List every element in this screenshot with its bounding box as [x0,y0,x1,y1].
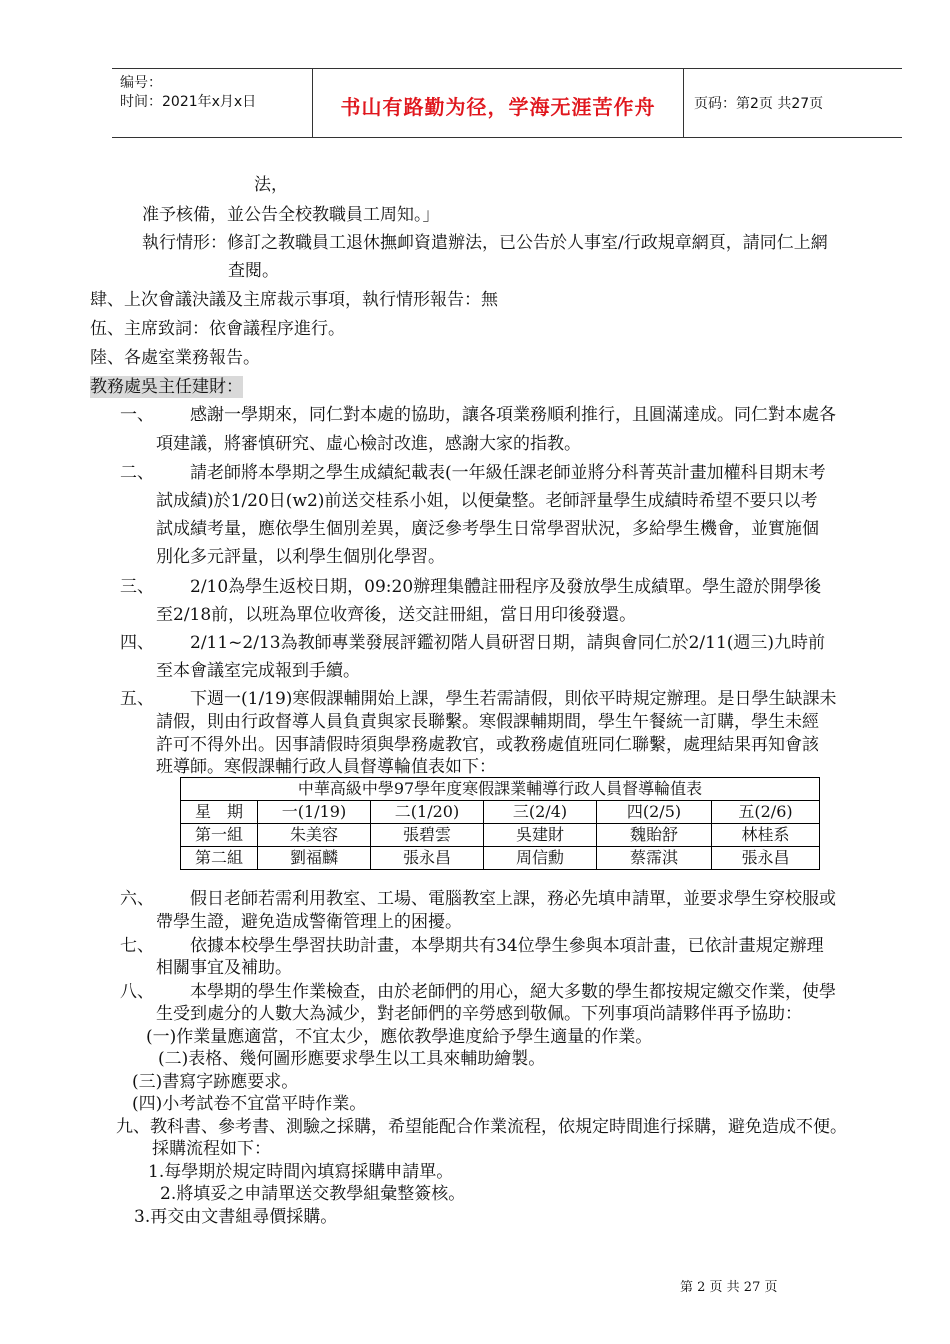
table-header-row [181,801,820,824]
body-line: 試成績)於1/20日(w2)前送交桂系小姐，以便彙整。老師評量學生成績時希望不要只以考 [156,491,818,511]
item-number: 七、 [120,936,154,956]
body-line: 請老師將本學期之學生成績紀載表(一年級任課老師並將分科菁英計畫加權科目期末考 [190,463,826,483]
table-row [181,824,820,847]
body-line: 採購流程如下： [152,1139,271,1159]
speaker-heading: 教務處吳主任建財： [90,377,243,397]
sub-item: (一)作業量應適當，不宜太少，應依教學進度給予學生適量的作業。 [146,1027,653,1047]
item-number: 一、 [120,405,154,425]
section-heading: 陸、各處室業務報告。 [90,348,260,368]
table-cell: 魏貽舒 [597,824,712,847]
table-row [181,847,820,870]
table-cell: 朱美容 [258,824,371,847]
page-footer: 第 2 页 共 27 页 [680,1280,778,1295]
table-cell: 林桂系 [712,824,820,847]
page-label: 页码：第2页 共27页 [694,96,824,112]
table-cell: 張永昌 [371,847,484,870]
body-line: 執行情形：修訂之教職員工退休撫卹資遣辦法，已公告於人事室/行政規章網頁，請同仁上網 [142,233,828,253]
sub-item: (三)書寫字跡應要求。 [132,1072,299,1092]
item-number: 五、 [120,689,154,709]
body-line: 法， [254,175,288,195]
header-motto-cell [313,69,684,137]
page-header [112,68,902,138]
column-header: 一(1/19) [258,801,371,824]
column-header: 四(2/5) [597,801,712,824]
body-line: 2/10為學生返校日期，09:20辦理集體註冊程序及發放學生成績單。學生證於開學後 [190,577,822,597]
body-line: 查閱。 [228,261,279,281]
item-number: 四、 [120,633,154,653]
header-meta-cell [112,69,313,137]
body-line: 帶學生證，避免造成警衛管理上的困擾。 [156,912,462,932]
body-line: 下週一(1/19)寒假課輔開始上課，學生若需請假，則依平時規定辦理。是日學生缺課未 [190,689,837,709]
column-header: 星 期 [181,801,258,824]
section-heading: 伍、主席致詞：依會議程序進行。 [90,319,345,339]
sub-item: (四)小考試卷不宜當平時作業。 [132,1094,367,1114]
item-number: 三、 [120,577,154,597]
table-cell: 蔡霈淇 [597,847,712,870]
table-cell: 張永昌 [712,847,820,870]
duty-roster-table [180,777,820,870]
item-number: 六、 [120,889,154,909]
table-cell: 第二組 [181,847,258,870]
body-line: 別化多元評量，以利學生個別化學習。 [156,547,445,567]
body-line: 感謝一學期來，同仁對本處的協助，讓各項業務順利推行，且圓滿達成。同仁對本處各 [190,405,836,425]
column-header: 二(1/20) [371,801,484,824]
body-line: 項建議，將審慎研究、虛心檢討改進，感謝大家的指教。 [156,434,581,454]
body-line: 九、教科書、參考書、測驗之採購，希望能配合作業流程，依規定時間進行採購，避免造成不便。 [116,1117,847,1137]
table-cell: 周信勳 [484,847,597,870]
column-header: 五(2/6) [712,801,820,824]
number-label: 编号： [120,75,162,91]
body-line: 假日老師若需利用教室、工場、電腦教室上課，務必先填申請單，並要求學生穿校服或 [190,889,836,909]
motto: 书山有路勤为径，学海无涯苦作舟 [340,95,656,119]
body-line: 至本會議室完成報到手續。 [156,661,360,681]
column-header: 三(2/4) [484,801,597,824]
sub-item: (二)表格、幾何圖形應要求學生以工具來輔助繪製。 [158,1049,546,1069]
body-line: 准予核備，並公告全校教職員工周知。」 [142,205,440,225]
body-line: 試成績考量，應依學生個別差異，廣泛參考學生日常學習狀況，多給學生機會，並實施個 [156,519,819,539]
item-number: 八、 [120,982,154,1002]
time-label: 时间：2021年x月x日 [120,94,257,110]
sub-item: 1.每學期於規定時間內填寫採購申請單。 [148,1162,454,1182]
table-cell: 張碧雲 [371,824,484,847]
body-line: 班導師。寒假課輔行政人員督導輪值表如下： [156,757,496,777]
header-page-cell [684,69,902,137]
body-line: 相關事宜及補助。 [156,958,292,978]
body-line: 2/11~2/13為教師專業發展評鑑初階人員研習日期，請與會同仁於2/11(週三)九時前 [190,633,826,653]
sub-item: 3.再交由文書組尋價採購。 [134,1207,338,1227]
body-line: 生受到處分的人數大為減少，對老師們的辛勞感到敬佩。下列事項尚請夥伴再予協助： [156,1004,802,1024]
table-cell: 劉福麟 [258,847,371,870]
body-line: 本學期的學生作業檢查，由於老師們的用心，絕大多數的學生都按規定繳交作業，使學 [190,982,836,1002]
table-cell: 吳建財 [484,824,597,847]
table-title: 中華高級中學97學年度寒假課業輔導行政人員督導輪值表 [181,778,820,801]
table-cell: 第一組 [181,824,258,847]
table-title-row [181,778,820,801]
body-line: 許可不得外出。因事請假時須與學務處教官，或教務處值班同仁聯繫，處理結果再知會該 [156,735,819,755]
body-line: 請假，則由行政督導人員負責與家長聯繫。寒假課輔期間，學生午餐統一訂購，學生未經 [156,712,819,732]
body-line: 依據本校學生學習扶助計畫，本學期共有34位學生參與本項計畫，已依計畫規定辦理 [190,936,824,956]
body-line: 至2/18前，以班為單位收齊後，送交註冊組，當日用印後發還。 [156,605,637,625]
section-heading: 肆、上次會議決議及主席裁示事項，執行情形報告：無 [90,290,498,310]
item-number: 二、 [120,463,154,483]
sub-item: 2.將填妥之申請單送交教學組彙整簽核。 [160,1184,466,1204]
